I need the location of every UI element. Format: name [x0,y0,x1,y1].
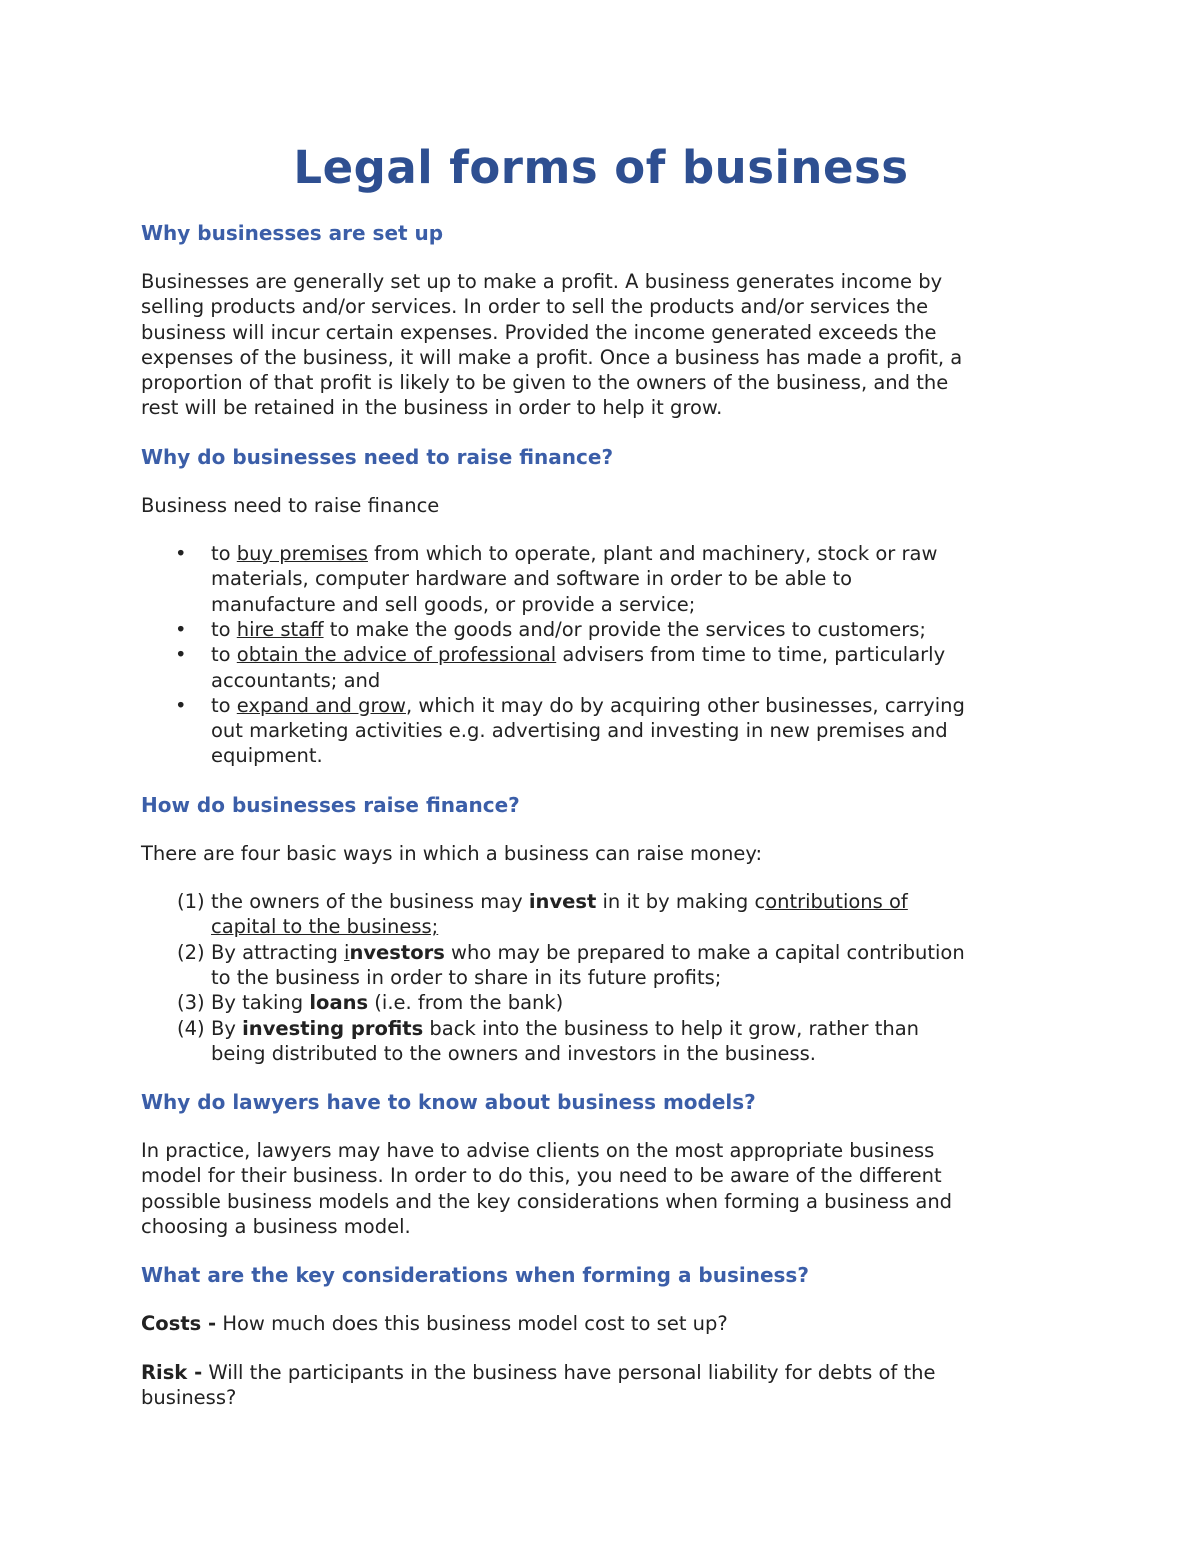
text-span: How much does this business model cost to set up? [216,1312,728,1336]
bullet-icon: • [175,693,187,717]
text-line: materials, computer hardware and software in order to be able to [211,567,853,591]
text-span: (i.e. from the bank) [368,991,564,1015]
text-span: to [211,542,237,566]
underlined-term: i [344,940,350,964]
list-item [141,940,1061,991]
consideration-costs [141,1311,1061,1336]
list-item [141,1016,1061,1067]
underlined-term: capital to the business; [211,915,439,939]
list-item [141,990,1061,1015]
text-span: back into the business to help it grow, rather than [423,1016,920,1040]
text-span: the owners of the business may [211,890,529,914]
text-span: to [211,643,237,667]
text-line: out marketing activities e.g. advertising and investing in new premises and [211,719,948,743]
bold-term: loans [309,991,369,1015]
text-span: who may be prepared to make a capital contribution [444,940,965,964]
paragraph-lawyers [141,1138,1061,1239]
finance-methods-list [141,889,1061,1066]
list-number: (3) [177,991,205,1015]
text-line: expenses of the business, it will make a profit. Once a business has made a profit, a [141,345,963,369]
list-number: (1) [177,890,205,914]
underlined-term: buy premises [236,542,368,566]
page-title: Legal forms of business [293,141,909,194]
list-item [141,889,1061,940]
text-line: possible business models and the key considerations when forming a business and [141,1189,953,1213]
text-line: business will incur certain expenses. Provided the income generated exceeds the [141,320,937,344]
how-raise-intro: There are four basic ways in which a business can raise money: [141,841,763,865]
bullet-icon: • [175,643,187,667]
bold-term: Costs - [141,1312,217,1336]
bullet-icon: • [175,542,187,566]
bold-term: nvestors [349,940,445,964]
raise-finance-intro: Business need to raise finance [141,493,440,517]
underlined-term: obtain the advice of professional [236,643,557,667]
heading-why-raise-finance: Why do businesses need to raise finance? [141,444,614,469]
bold-term: Risk - [141,1360,203,1384]
text-line: to the business in order to share in its future profits; [211,965,722,989]
text-line: manufacture and sell goods, or provide a service; [211,592,696,616]
text-line: business? [141,1385,237,1409]
heading-why-businesses-set-up: Why businesses are set up [141,221,444,245]
list-item [141,541,1061,617]
list-item [141,693,1061,769]
text-span: By attracting [211,940,345,964]
text-line: selling products and/or services. In order to sell the products and/or services the [141,295,929,319]
text-span: to make the goods and/or provide the services to customers; [323,617,926,641]
text-line: In practice, lawyers may have to advise clients on the most appropriate business [141,1139,935,1163]
paragraph-why-setup [141,269,1061,421]
text-span: By [211,1016,243,1040]
text-span: to [211,693,237,717]
bullet-icon: • [175,617,187,641]
text-span: to [211,617,237,641]
text-line: choosing a business model. [141,1215,411,1239]
bold-term: invest [528,890,597,914]
text-span: Will the participants in the business have personal liability for debts of the [202,1360,936,1384]
text-span: in it by making c [596,890,766,914]
text-span: , which it may do by acquiring other businesses, carrying [405,693,965,717]
text-line: being distributed to the owners and investors in the business. [211,1041,816,1065]
list-item [141,617,1061,642]
text-span: from which to operate, plant and machinery, stock or raw [367,542,938,566]
underlined-term: ontributions of [765,890,908,914]
text-span: advisers from time to time, particularly [556,643,946,667]
heading-why-lawyers-know: Why do lawyers have to know about business models? [141,1090,756,1115]
raise-finance-bullet-list [141,541,1061,769]
text-line: accountants; and [211,668,381,692]
list-number: (2) [177,940,205,964]
text-line: proportion of that profit is likely to be given to the owners of the business, and the [141,371,949,395]
list-number: (4) [177,1016,205,1040]
underlined-term: hire staff [236,617,324,641]
heading-how-raise-finance: How do businesses raise finance? [141,792,520,817]
bold-term: investing profits [242,1016,424,1040]
document-page [141,138,1061,1410]
text-span: By taking [211,991,310,1015]
text-line: model for their business. In order to do this, you need to be aware of the different [141,1164,942,1188]
list-item [141,642,1061,693]
text-line: rest will be retained in the business in order to help it grow. [141,396,723,420]
text-line: Businesses are generally set up to make a profit. A business generates income by [141,270,943,293]
text-line: equipment. [211,744,323,768]
underlined-term: expand and grow [236,693,406,717]
heading-key-considerations: What are the key considerations when forming a business? [141,1263,809,1288]
consideration-risk [141,1360,1061,1411]
